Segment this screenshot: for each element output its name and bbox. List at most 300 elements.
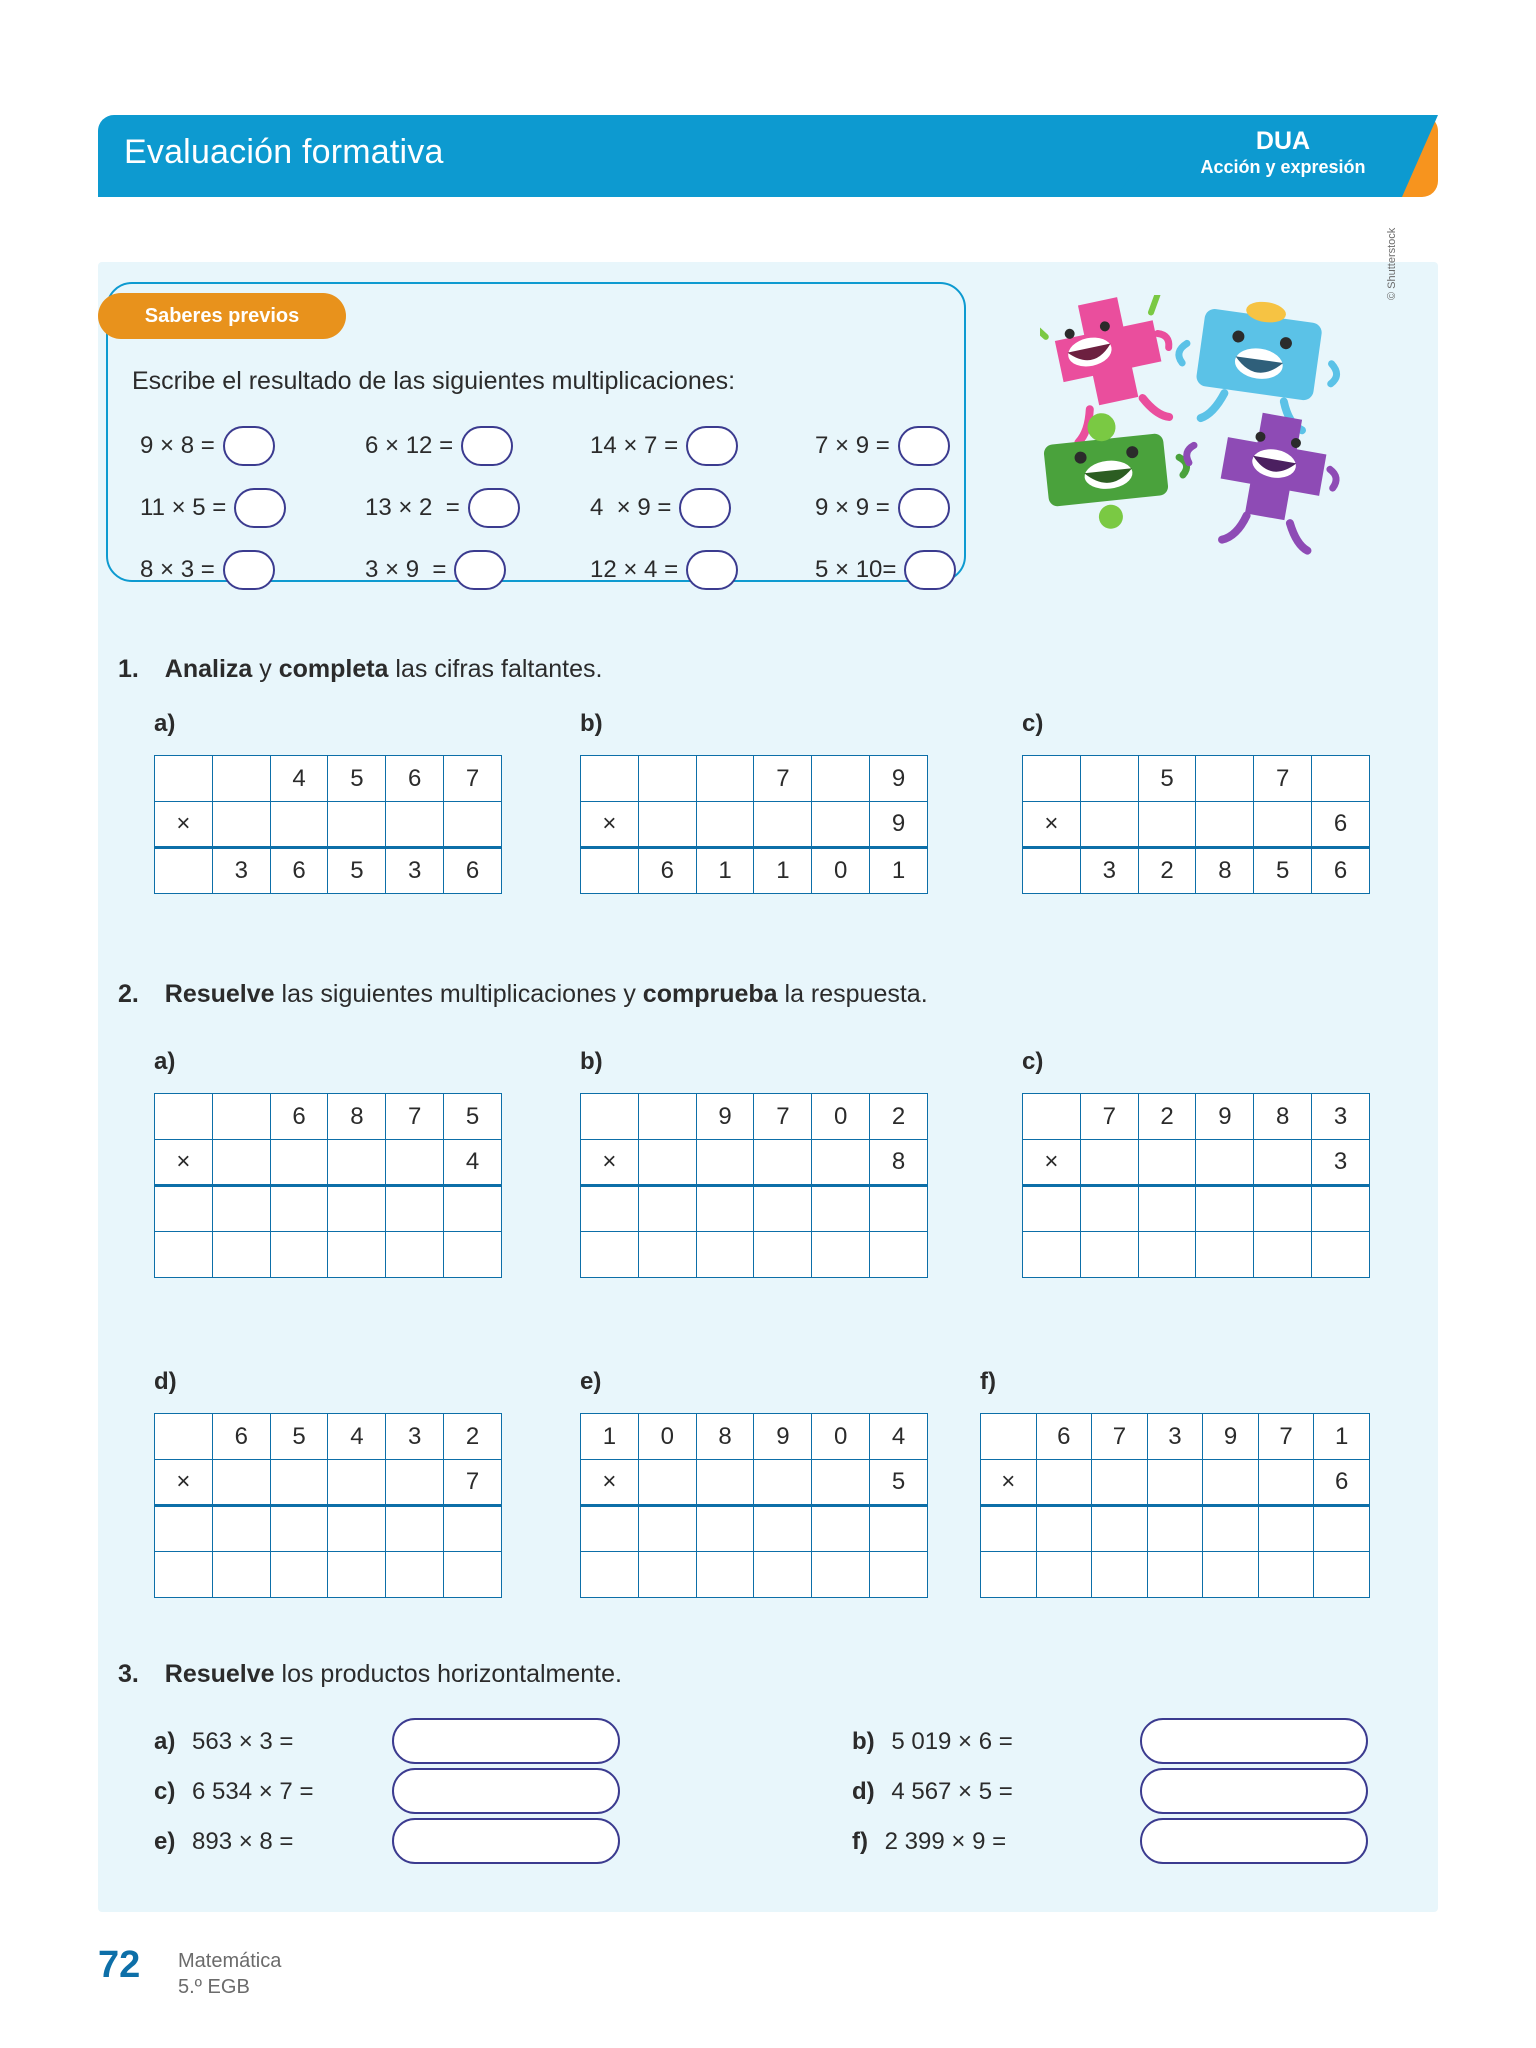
- cell[interactable]: [212, 1140, 270, 1186]
- cell[interactable]: [981, 1506, 1037, 1552]
- cell[interactable]: [444, 1232, 502, 1278]
- footer-text: [178, 1948, 281, 2000]
- table-row: [155, 756, 502, 802]
- prior-knowledge-item: [140, 550, 365, 590]
- cell[interactable]: [444, 1506, 502, 1552]
- answer-oval[interactable]: [234, 488, 286, 528]
- item-expression: 563 × 3 =: [192, 1728, 294, 1755]
- cell[interactable]: [1138, 1232, 1196, 1278]
- cell[interactable]: 5: [1138, 756, 1196, 802]
- cell[interactable]: [328, 1506, 386, 1552]
- cell[interactable]: [696, 1186, 754, 1232]
- table-row: [155, 1552, 502, 1598]
- cell[interactable]: [870, 1552, 928, 1598]
- cell[interactable]: [212, 1186, 270, 1232]
- expression: 12 × 4 =: [590, 556, 679, 583]
- cell[interactable]: [1203, 1460, 1259, 1506]
- exercise-1-item-c-label: c): [1022, 710, 1044, 737]
- cell[interactable]: [1036, 1552, 1092, 1598]
- answer-oval[interactable]: [679, 488, 731, 528]
- table-row: [581, 1414, 928, 1460]
- cell[interactable]: [812, 1140, 870, 1186]
- cell[interactable]: [1138, 1186, 1196, 1232]
- cell[interactable]: 8: [1254, 1094, 1312, 1140]
- cell[interactable]: [1080, 802, 1138, 848]
- cell[interactable]: [581, 756, 639, 802]
- cell[interactable]: [1023, 1186, 1081, 1232]
- cell[interactable]: [1092, 1552, 1148, 1598]
- exercise-3-answer-d[interactable]: [1140, 1768, 1368, 1814]
- cell[interactable]: [638, 1460, 696, 1506]
- cell[interactable]: [386, 1460, 444, 1506]
- prior-knowledge-row: [140, 415, 1040, 477]
- cell[interactable]: [1023, 1094, 1081, 1140]
- cell[interactable]: [638, 1232, 696, 1278]
- cell[interactable]: [812, 1186, 870, 1232]
- expression: 6 × 12 =: [365, 432, 454, 459]
- cell[interactable]: [155, 1232, 213, 1278]
- cell[interactable]: 7: [444, 756, 502, 802]
- footer-grade: 5.º EGB: [178, 1976, 250, 1998]
- cell[interactable]: [870, 1506, 928, 1552]
- table-row: [581, 1232, 928, 1278]
- cell[interactable]: 4: [870, 1414, 928, 1460]
- answer-oval[interactable]: [454, 550, 506, 590]
- cell[interactable]: 0: [638, 1414, 696, 1460]
- expression: 9 × 8 =: [140, 432, 215, 459]
- cell[interactable]: [270, 1460, 328, 1506]
- cell[interactable]: [212, 1094, 270, 1140]
- cell[interactable]: [1196, 756, 1254, 802]
- cell[interactable]: [1147, 1460, 1203, 1506]
- exercise-2-item-b-grid[interactable]: [580, 1093, 928, 1278]
- cell[interactable]: [1314, 1506, 1370, 1552]
- answer-oval[interactable]: [686, 426, 738, 466]
- cell[interactable]: [638, 1506, 696, 1552]
- cell[interactable]: [638, 1186, 696, 1232]
- cell-operator: ×: [155, 1140, 213, 1186]
- cell[interactable]: 0: [812, 1094, 870, 1140]
- exercise-1-number: 1.: [118, 655, 139, 683]
- cell[interactable]: [270, 1140, 328, 1186]
- cell[interactable]: 6: [270, 848, 328, 894]
- cell[interactable]: [1258, 1460, 1314, 1506]
- page-number: 72: [98, 1944, 141, 1986]
- cell[interactable]: [270, 1506, 328, 1552]
- cell[interactable]: [155, 1186, 213, 1232]
- cell[interactable]: [696, 756, 754, 802]
- cell[interactable]: 9: [1203, 1414, 1259, 1460]
- cell[interactable]: [1254, 1186, 1312, 1232]
- cell[interactable]: [1196, 1232, 1254, 1278]
- item-expression: 5 019 × 6 =: [891, 1728, 1013, 1755]
- cell[interactable]: [638, 1552, 696, 1598]
- table-row: [581, 1506, 928, 1552]
- cell[interactable]: [155, 1414, 213, 1460]
- exercise-2-item-d-label: d): [154, 1368, 177, 1395]
- cell[interactable]: 3: [1080, 848, 1138, 894]
- cell[interactable]: [212, 1552, 270, 1598]
- table-row: [155, 1414, 502, 1460]
- cell[interactable]: [981, 1414, 1037, 1460]
- expression: 14 × 7 =: [590, 432, 679, 459]
- cell[interactable]: 9: [1196, 1094, 1254, 1140]
- cell[interactable]: 9: [870, 802, 928, 848]
- cell[interactable]: [754, 1140, 812, 1186]
- cell[interactable]: 5: [444, 1094, 502, 1140]
- exercise-3-item-c: [154, 1778, 313, 1806]
- cell[interactable]: [581, 848, 639, 894]
- expression: 4 × 9 =: [590, 494, 672, 521]
- exercise-3-answer-e[interactable]: [392, 1818, 620, 1864]
- prior-knowledge-item: [815, 488, 1040, 528]
- cell[interactable]: 7: [754, 1094, 812, 1140]
- cell[interactable]: 7: [1092, 1414, 1148, 1460]
- table-row: [981, 1552, 1370, 1598]
- table-row: [581, 1186, 928, 1232]
- cell[interactable]: 6: [1312, 802, 1370, 848]
- cell[interactable]: 8: [328, 1094, 386, 1140]
- cell[interactable]: [638, 756, 696, 802]
- cell[interactable]: 2: [444, 1414, 502, 1460]
- cell[interactable]: [328, 802, 386, 848]
- cell[interactable]: 3: [1312, 1140, 1370, 1186]
- cell[interactable]: [754, 1506, 812, 1552]
- exercise-1-mid: y: [252, 655, 279, 683]
- cell[interactable]: [1196, 802, 1254, 848]
- cell[interactable]: 5: [1254, 848, 1312, 894]
- answer-oval[interactable]: [223, 550, 275, 590]
- item-expression: 2 399 × 9 =: [884, 1828, 1007, 1855]
- cell[interactable]: [638, 1094, 696, 1140]
- cell-operator: ×: [981, 1460, 1037, 1506]
- cell[interactable]: [696, 1460, 754, 1506]
- exercise-3-item-f: [852, 1828, 1006, 1856]
- cell[interactable]: [1254, 1232, 1312, 1278]
- cell[interactable]: 7: [754, 756, 812, 802]
- table-row: [981, 1506, 1370, 1552]
- cell[interactable]: [696, 1506, 754, 1552]
- cell[interactable]: 4: [328, 1414, 386, 1460]
- item-expression: 893 × 8 =: [192, 1828, 294, 1855]
- cell-operator: ×: [1023, 1140, 1081, 1186]
- exercise-3-number: 3.: [118, 1660, 139, 1688]
- cell[interactable]: [328, 1552, 386, 1598]
- cell[interactable]: 5: [328, 848, 386, 894]
- exercise-2-item-f-label: f): [980, 1368, 996, 1395]
- cell[interactable]: 4: [270, 756, 328, 802]
- cell[interactable]: [638, 1140, 696, 1186]
- cell[interactable]: 6: [1312, 848, 1370, 894]
- cell[interactable]: [328, 1232, 386, 1278]
- cell-operator: ×: [155, 802, 213, 848]
- table-row: [581, 802, 928, 848]
- item-label: e): [154, 1828, 176, 1855]
- table-row: [581, 1140, 928, 1186]
- cell-operator: ×: [581, 1460, 639, 1506]
- cell[interactable]: 0: [812, 848, 870, 894]
- exercise-3-item-e: [154, 1828, 293, 1856]
- exercise-2-item-c-grid[interactable]: [1022, 1093, 1370, 1278]
- table-row: [581, 848, 928, 894]
- cell[interactable]: [1196, 1186, 1254, 1232]
- table-row: [1023, 1186, 1370, 1232]
- page-title: Evaluación formativa: [124, 133, 444, 171]
- answer-oval[interactable]: [223, 426, 275, 466]
- cell[interactable]: [812, 756, 870, 802]
- cell[interactable]: [212, 1232, 270, 1278]
- cell[interactable]: [981, 1552, 1037, 1598]
- cell[interactable]: 1: [754, 848, 812, 894]
- cell[interactable]: 2: [1138, 1094, 1196, 1140]
- cell[interactable]: 7: [1258, 1414, 1314, 1460]
- cell[interactable]: 3: [212, 848, 270, 894]
- answer-oval[interactable]: [468, 488, 520, 528]
- cell[interactable]: [386, 1140, 444, 1186]
- cell[interactable]: [1092, 1506, 1148, 1552]
- cell[interactable]: [212, 756, 270, 802]
- cell[interactable]: 4: [444, 1140, 502, 1186]
- cell[interactable]: [1080, 1140, 1138, 1186]
- cell[interactable]: [1258, 1552, 1314, 1598]
- cell[interactable]: 5: [270, 1414, 328, 1460]
- cell[interactable]: [270, 1232, 328, 1278]
- exercise-3-bold-1: Resuelve: [164, 1660, 275, 1688]
- cell[interactable]: [270, 1186, 328, 1232]
- prior-knowledge-instruction: Escribe el resultado de las siguientes multiplicaciones:: [132, 367, 736, 395]
- dua-badge: [1158, 127, 1408, 179]
- cell[interactable]: [754, 1232, 812, 1278]
- cell[interactable]: 2: [1138, 848, 1196, 894]
- cell[interactable]: [1254, 1140, 1312, 1186]
- expression: 9 × 9 =: [815, 494, 890, 521]
- cell[interactable]: [696, 1232, 754, 1278]
- cell[interactable]: 7: [1254, 756, 1312, 802]
- cell[interactable]: [444, 1186, 502, 1232]
- cell[interactable]: [155, 1506, 213, 1552]
- footer-subject: Matemática: [178, 1950, 282, 1972]
- cell[interactable]: [812, 802, 870, 848]
- cell[interactable]: [1312, 1232, 1370, 1278]
- exercise-1-item-a-grid[interactable]: [154, 755, 502, 894]
- cell[interactable]: [1080, 1186, 1138, 1232]
- cell[interactable]: [212, 802, 270, 848]
- cell[interactable]: [581, 1094, 639, 1140]
- cell[interactable]: [1138, 802, 1196, 848]
- cell[interactable]: [870, 1232, 928, 1278]
- cell[interactable]: [754, 802, 812, 848]
- cell[interactable]: 3: [386, 1414, 444, 1460]
- cell[interactable]: 7: [1080, 1094, 1138, 1140]
- item-label: b): [852, 1728, 875, 1755]
- cell[interactable]: [581, 1232, 639, 1278]
- cell[interactable]: [581, 1552, 639, 1598]
- expression: 8 × 3 =: [140, 556, 215, 583]
- cell-operator: ×: [581, 1140, 639, 1186]
- cell[interactable]: 1: [1314, 1414, 1370, 1460]
- cell[interactable]: 9: [754, 1414, 812, 1460]
- cell[interactable]: 0: [812, 1414, 870, 1460]
- cell[interactable]: 9: [870, 756, 928, 802]
- cell[interactable]: 8: [870, 1140, 928, 1186]
- cell[interactable]: [155, 1552, 213, 1598]
- cell[interactable]: [1023, 756, 1081, 802]
- answer-oval[interactable]: [898, 426, 950, 466]
- cell[interactable]: [444, 802, 502, 848]
- cell[interactable]: [581, 1186, 639, 1232]
- cell[interactable]: 2: [870, 1094, 928, 1140]
- cell[interactable]: [1147, 1506, 1203, 1552]
- cell[interactable]: 8: [696, 1414, 754, 1460]
- dua-title: DUA: [1255, 127, 1311, 155]
- cell[interactable]: [1036, 1460, 1092, 1506]
- cell[interactable]: [1080, 756, 1138, 802]
- answer-oval[interactable]: [898, 488, 950, 528]
- answer-oval[interactable]: [461, 426, 513, 466]
- cell[interactable]: [581, 1506, 639, 1552]
- table-row: [1023, 1140, 1370, 1186]
- cell[interactable]: [386, 1232, 444, 1278]
- cell[interactable]: [1312, 1186, 1370, 1232]
- exercise-1-item-b-grid[interactable]: [580, 755, 928, 894]
- cell[interactable]: [1080, 1232, 1138, 1278]
- cell[interactable]: [155, 848, 213, 894]
- exercise-2-item-f-grid[interactable]: [980, 1413, 1370, 1598]
- cell[interactable]: [155, 756, 213, 802]
- answer-oval[interactable]: [904, 550, 956, 590]
- cell[interactable]: [386, 802, 444, 848]
- cell[interactable]: [444, 1552, 502, 1598]
- exercise-2-item-e-grid[interactable]: [580, 1413, 928, 1598]
- cell[interactable]: [1314, 1552, 1370, 1598]
- cell[interactable]: [812, 1552, 870, 1598]
- cell[interactable]: [812, 1506, 870, 1552]
- exercise-1-item-a-label: a): [154, 710, 176, 737]
- cell[interactable]: [812, 1460, 870, 1506]
- cell[interactable]: [1203, 1552, 1259, 1598]
- cell[interactable]: 6: [1036, 1414, 1092, 1460]
- exercise-3-answer-b[interactable]: [1140, 1718, 1368, 1764]
- page-header: [98, 115, 1438, 197]
- cell[interactable]: 5: [870, 1460, 928, 1506]
- cell[interactable]: 6: [638, 848, 696, 894]
- table-row: [981, 1414, 1370, 1460]
- cell[interactable]: [386, 1186, 444, 1232]
- cell[interactable]: 1: [581, 1414, 639, 1460]
- cell[interactable]: 7: [444, 1460, 502, 1506]
- cell[interactable]: 6: [212, 1414, 270, 1460]
- cell[interactable]: [754, 1552, 812, 1598]
- cell[interactable]: 6: [386, 756, 444, 802]
- cell[interactable]: 8: [1196, 848, 1254, 894]
- cell[interactable]: [1254, 802, 1312, 848]
- cell[interactable]: 3: [386, 848, 444, 894]
- exercise-2-item-a-label: a): [154, 1048, 176, 1075]
- cell[interactable]: 9: [696, 1094, 754, 1140]
- cell[interactable]: [270, 802, 328, 848]
- table-row: [1023, 1232, 1370, 1278]
- cell[interactable]: [1023, 848, 1081, 894]
- cell[interactable]: [1203, 1506, 1259, 1552]
- exercise-3-answer-f[interactable]: [1140, 1818, 1368, 1864]
- prior-knowledge-item: [815, 550, 1040, 590]
- cell[interactable]: [212, 1506, 270, 1552]
- item-label: d): [852, 1778, 875, 1805]
- cell[interactable]: [1092, 1460, 1148, 1506]
- exercise-1-statement: [118, 655, 602, 684]
- cell[interactable]: [812, 1232, 870, 1278]
- cell[interactable]: [870, 1186, 928, 1232]
- cell[interactable]: 7: [386, 1094, 444, 1140]
- cell[interactable]: [386, 1506, 444, 1552]
- cell[interactable]: [1138, 1140, 1196, 1186]
- cell[interactable]: [212, 1460, 270, 1506]
- exercise-2-item-d-grid[interactable]: [154, 1413, 502, 1598]
- exercise-2-item-e-label: e): [580, 1368, 602, 1395]
- cell[interactable]: 1: [870, 848, 928, 894]
- cell[interactable]: [1196, 1140, 1254, 1186]
- table-row: [1023, 848, 1370, 894]
- table-row: [1023, 802, 1370, 848]
- cell[interactable]: [328, 1460, 386, 1506]
- cell[interactable]: [270, 1552, 328, 1598]
- prior-knowledge-row: [140, 477, 1040, 539]
- cell[interactable]: 6: [1314, 1460, 1370, 1506]
- cell[interactable]: [696, 802, 754, 848]
- exercise-3-answer-c[interactable]: [392, 1768, 620, 1814]
- prior-knowledge-item: [590, 426, 815, 466]
- prior-knowledge-item: [365, 426, 590, 466]
- prior-knowledge-item: [815, 426, 1040, 466]
- cell-operator: ×: [155, 1460, 213, 1506]
- cell[interactable]: 3: [1312, 1094, 1370, 1140]
- prior-knowledge-grid: [140, 415, 1040, 601]
- cell[interactable]: [696, 1140, 754, 1186]
- cell[interactable]: [1023, 1232, 1081, 1278]
- answer-oval[interactable]: [686, 550, 738, 590]
- cell[interactable]: [754, 1460, 812, 1506]
- cell[interactable]: [1036, 1506, 1092, 1552]
- cell[interactable]: [328, 1140, 386, 1186]
- exercise-1-item-c-grid[interactable]: [1022, 755, 1370, 894]
- table-row: [581, 756, 928, 802]
- cell-operator: ×: [581, 802, 639, 848]
- cell[interactable]: [155, 1094, 213, 1140]
- cell[interactable]: [1147, 1552, 1203, 1598]
- exercise-3-statement: [118, 1660, 622, 1689]
- exercise-2-item-a-grid[interactable]: [154, 1093, 502, 1278]
- cell[interactable]: 5: [328, 756, 386, 802]
- prior-knowledge-item: [140, 426, 365, 466]
- prior-knowledge-item: [590, 488, 815, 528]
- cell[interactable]: 6: [270, 1094, 328, 1140]
- cell[interactable]: [638, 802, 696, 848]
- cell[interactable]: [754, 1186, 812, 1232]
- cell[interactable]: [1312, 756, 1370, 802]
- exercise-3-answer-a[interactable]: [392, 1718, 620, 1764]
- cell[interactable]: 1: [696, 848, 754, 894]
- cell[interactable]: 6: [444, 848, 502, 894]
- expression: 5 × 10=: [815, 556, 897, 583]
- cell[interactable]: [328, 1186, 386, 1232]
- exercise-1-rest: las cifras faltantes.: [388, 655, 603, 683]
- expression: 11 × 5 =: [140, 494, 227, 521]
- cell[interactable]: 3: [1147, 1414, 1203, 1460]
- cell-operator: ×: [1023, 802, 1081, 848]
- cell[interactable]: [696, 1552, 754, 1598]
- cell[interactable]: [1258, 1506, 1314, 1552]
- cell[interactable]: [386, 1552, 444, 1598]
